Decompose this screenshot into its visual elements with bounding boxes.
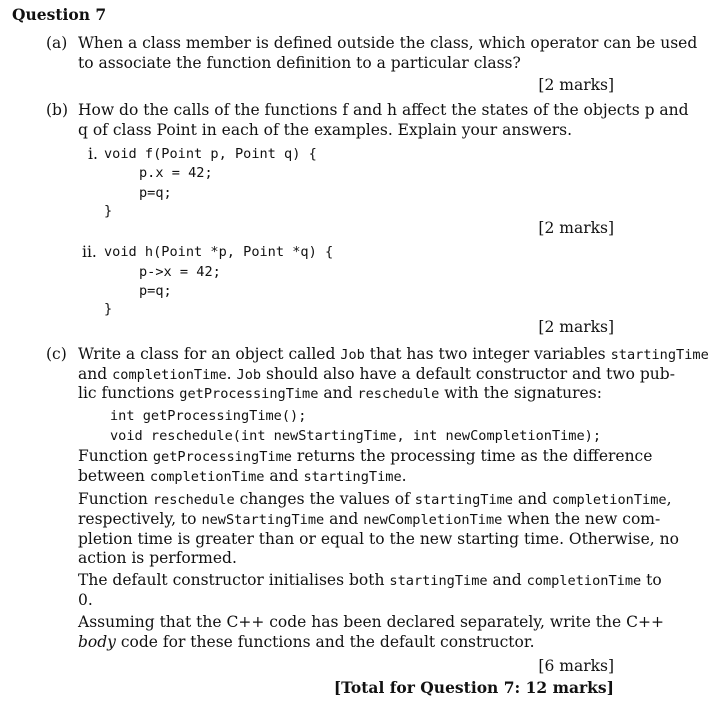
example-i-body-1: p.x = 42; xyxy=(139,165,213,181)
part-b-label: (b) xyxy=(46,101,69,119)
example-ii-label: ii. xyxy=(82,243,97,261)
part-c-label: (c) xyxy=(46,345,67,363)
example-i-body-2: p=q; xyxy=(139,185,172,201)
example-i-marks: [2 marks] xyxy=(538,219,614,237)
example-ii-marks: [2 marks] xyxy=(538,318,614,336)
part-c-para-line-3: lic functions getProcessingTime and reschedule with the signatures: xyxy=(78,384,602,402)
example-ii-body-2: p=q; xyxy=(139,283,172,299)
part-b-line-2: q of class Point in each of the examples. Explain your answers. xyxy=(78,121,573,139)
function-reschedule-desc-line-2: respectively, to newStartingTime and newCompletionTime when the new com- xyxy=(78,510,661,528)
part-c-para-line-2: and completionTime. Job should also have a default constructor and two pub- xyxy=(78,365,675,383)
function-get-desc-line-2: between completionTime and startingTime. xyxy=(78,467,407,485)
example-ii-close: } xyxy=(104,301,113,317)
example-i-label: i. xyxy=(88,145,98,163)
example-i-close: } xyxy=(104,203,113,219)
function-get-desc-line-1: Function getProcessingTime returns the processing time as the difference xyxy=(78,447,653,465)
part-b-line-1: How do the calls of the functions f and h affect the states of the objects p and xyxy=(78,101,689,119)
function-reschedule-desc-line-1: Function reschedule changes the values of startingTime and completionTime, xyxy=(78,490,672,508)
example-ii-signature: void h(Point *p, Point *q) { xyxy=(104,244,334,260)
part-a-marks: [2 marks] xyxy=(538,76,614,94)
part-a-label: (a) xyxy=(46,34,68,52)
part-c-para-line-1: Write a class for an object called Job that has two integer variables startingTime xyxy=(78,345,709,363)
constructor-desc-line-2: 0. xyxy=(78,591,93,609)
example-i-signature: void f(Point p, Point q) { xyxy=(104,146,317,162)
example-ii-body-1: p->x = 42; xyxy=(139,264,221,280)
part-a-line-1: When a class member is defined outside the class, which operator can be used xyxy=(78,34,698,52)
part-a-line-2: to associate the function definition to a particular class? xyxy=(78,54,521,72)
signature-get-processing-time: int getProcessingTime(); xyxy=(110,408,307,424)
function-reschedule-desc-line-4: action is performed. xyxy=(78,549,237,567)
function-reschedule-desc-line-3: pletion time is greater than or equal to the new starting time. Otherwise, no xyxy=(78,530,679,548)
assumption-line-2: body code for these functions and the default constructor. xyxy=(78,633,535,651)
question-total-marks: [Total for Question 7: 12 marks] xyxy=(333,678,614,697)
part-c-marks: [6 marks] xyxy=(538,657,614,675)
constructor-desc-line-1: The default constructor initialises both startingTime and completionTime to xyxy=(78,571,662,589)
signature-reschedule: void reschedule(int newStartingTime, int newCompletionTime); xyxy=(110,428,602,444)
question-title: Question 7 xyxy=(12,5,107,24)
assumption-line-1: Assuming that the C++ code has been declared separately, write the C++ xyxy=(78,613,664,631)
